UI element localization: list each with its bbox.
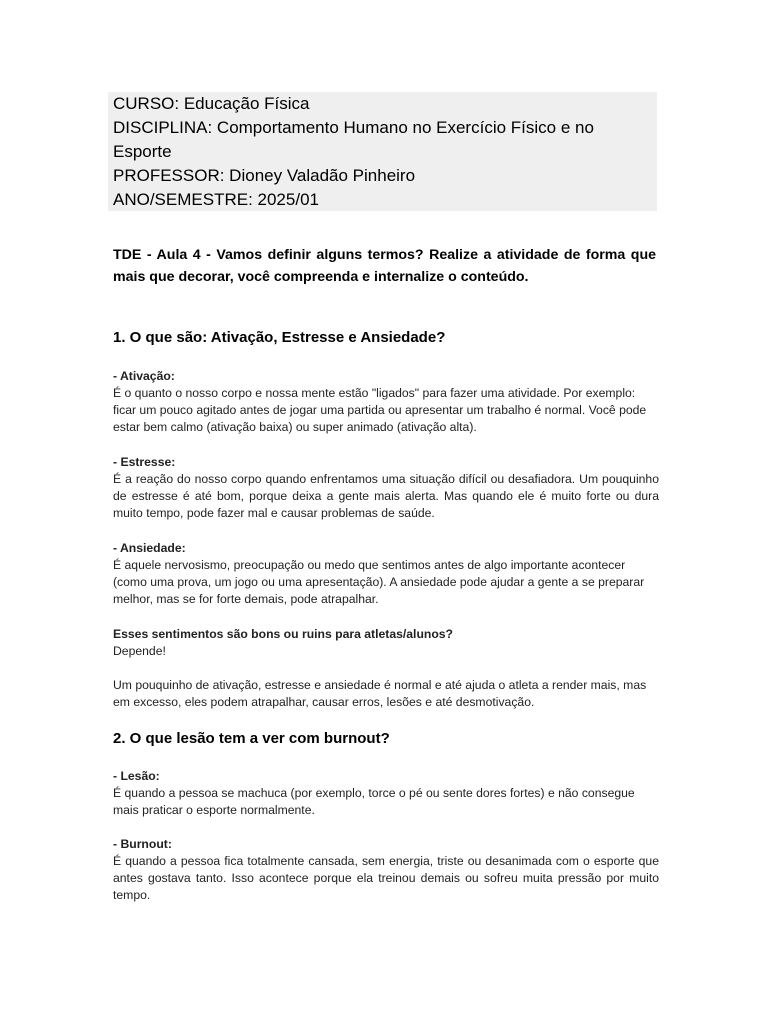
term-injury bbox=[113, 768, 659, 819]
term-definition: É quando a pessoa fica totalmente cansada, sem energia, triste ou desanimada com o esporte que antes gostava tanto. Isso acontece porque ela treinou demais ou sofreu muita pressão por muito tempo. bbox=[113, 854, 659, 902]
answer-text: Depende! bbox=[113, 644, 166, 658]
term-definition: É o quanto o nosso corpo e nossa mente estão "ligados" para fazer uma atividade. Por exemplo: ficar um pouco agitado antes de jogar uma partida ou apresentar um trabalho é normal. Você pode estar bem calmo (ativação baixa) ou super animado (ativação alta). bbox=[113, 386, 647, 434]
section-1-title: 1. O que são: Ativação, Estresse e Ansiedade? bbox=[113, 329, 446, 346]
term-activation bbox=[113, 368, 659, 436]
term-definition: É quando a pessoa se machuca (por exemplo, torce o pé ou sente dores fortes) e não consegue mais praticar o esporte normalmente. bbox=[113, 786, 635, 817]
professor-line: PROFESSOR: Dioney Valadão Pinheiro bbox=[113, 166, 416, 185]
section-2-title: 2. O que lesão tem a ver com burnout? bbox=[113, 730, 390, 747]
term-definition: É a reação do nosso corpo quando enfrentamos uma situação difícil ou desafiadora. Um pouquinho de estresse é até bom, porque deixa a gente mais alerta. Mas quando ele é muito forte ou dura muito tempo, pode fazer mal e causar problemas de saúde. bbox=[113, 472, 659, 520]
discipline-line: DISCIPLINA: Comportamento Humano no Exercício Físico e no bbox=[113, 118, 594, 137]
question-block bbox=[113, 626, 659, 660]
term-label: - Burnout: bbox=[113, 837, 172, 851]
conclusion-paragraph: Um pouquinho de ativação, estresse e ansiedade é normal e até ajuda o atleta a render mais, mas em excesso, eles podem atrapalhar, causar erros, lesões e até desmotivação. bbox=[113, 678, 647, 709]
course-header bbox=[108, 92, 657, 211]
term-label: - Ansiedade: bbox=[113, 541, 186, 555]
term-anxiety bbox=[113, 540, 659, 608]
term-label: - Estresse: bbox=[113, 455, 176, 469]
activity-intro: TDE - Aula 4 - Vamos definir alguns termos? Realize a atividade de forma que mais que decorar, você compreenda e internalize o conteúdo. bbox=[113, 247, 656, 285]
term-burnout bbox=[113, 836, 659, 904]
discipline-line-continued: Esporte bbox=[113, 142, 172, 161]
term-definition: É aquele nervosismo, preocupação ou medo que sentimos antes de algo importante acontecer (como uma prova, um jogo ou uma apresentação). A ansiedade pode ajudar a gente a se preparar melhor, mas se for forte demais, pode atrapalhar. bbox=[113, 558, 645, 606]
term-label: - Ativação: bbox=[113, 369, 175, 383]
question-text: Esses sentimentos são bons ou ruins para atletas/alunos? bbox=[113, 627, 453, 641]
semester-line: ANO/SEMESTRE: 2025/01 bbox=[113, 190, 319, 209]
term-label: - Lesão: bbox=[113, 769, 160, 783]
term-stress bbox=[113, 454, 659, 522]
course-line: CURSO: Educação Física bbox=[113, 94, 310, 113]
